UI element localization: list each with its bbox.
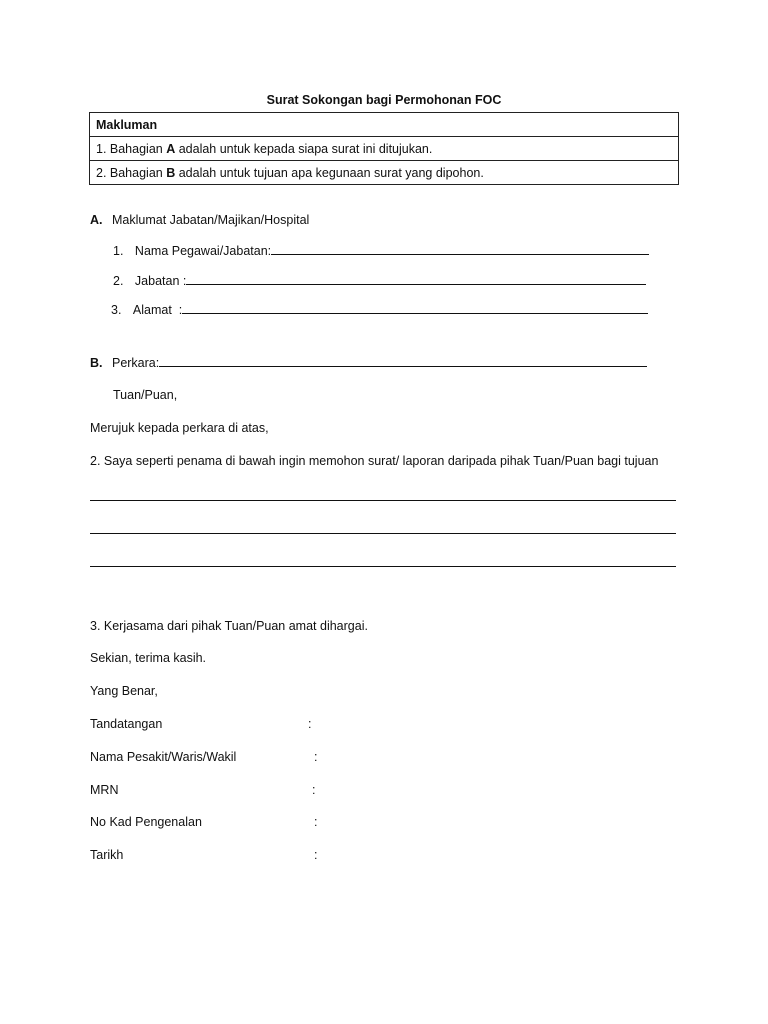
fill-line[interactable] xyxy=(159,366,647,367)
field-mrn-label: MRN xyxy=(90,783,119,797)
field-tarikh-colon: : xyxy=(314,848,318,862)
purpose-line-1[interactable] xyxy=(90,500,676,501)
field-nama-pegawai[interactable]: 1. Nama Pegawai/Jabatan: xyxy=(113,244,649,258)
document-title: Surat Sokongan bagi Permohonan FOC xyxy=(266,93,502,107)
field-nama-pesakit-colon: : xyxy=(314,750,318,764)
field-alamat[interactable]: 3. Alamat : xyxy=(111,303,648,317)
closing: Sekian, terima kasih. xyxy=(90,651,207,665)
salutation: Tuan/Puan, xyxy=(113,388,178,402)
section-a-heading xyxy=(90,213,309,227)
section-b-perkara[interactable]: B. Perkara: xyxy=(90,356,647,370)
field-no-kad-colon: : xyxy=(314,815,318,829)
field-tarikh-label: Tarikh xyxy=(90,848,124,862)
fill-line[interactable] xyxy=(186,284,646,285)
paragraph-3: 3. Kerjasama dari pihak Tuan/Puan amat dihargai. xyxy=(90,619,368,633)
field-no-kad-label: No Kad Pengenalan xyxy=(90,815,202,829)
fill-line[interactable] xyxy=(271,254,649,255)
fill-line[interactable] xyxy=(182,313,648,314)
info-row-2: 2. Bahagian B adalah untuk tujuan apa kegunaan surat yang dipohon. xyxy=(90,161,679,185)
field-jabatan[interactable]: 2. Jabatan : xyxy=(113,274,646,288)
field-tandatangan-colon: : xyxy=(308,717,312,731)
section-b-letter: B. xyxy=(90,356,103,370)
section-a-letter: A. xyxy=(90,213,103,227)
paragraph-2: 2. Saya seperti penama di bawah ingin memohon surat/ laporan daripada pihak Tuan/Puan bagi tujuan xyxy=(90,454,659,468)
field-mrn-colon: : xyxy=(312,783,316,797)
field-nama-pesakit-label: Nama Pesakit/Waris/Wakil xyxy=(90,750,237,764)
reference-line: Merujuk kepada perkara di atas, xyxy=(90,421,269,435)
sign-off: Yang Benar, xyxy=(90,684,158,698)
info-table-header: Makluman xyxy=(90,113,679,137)
field-tandatangan-label: Tandatangan xyxy=(90,717,163,731)
section-a-title: Maklumat Jabatan/Majikan/Hospital xyxy=(111,213,310,227)
info-table xyxy=(89,112,679,185)
purpose-line-3[interactable] xyxy=(90,566,676,567)
purpose-line-2[interactable] xyxy=(90,533,676,534)
info-row-1: 1. Bahagian A adalah untuk kepada siapa surat ini ditujukan. xyxy=(90,137,679,161)
